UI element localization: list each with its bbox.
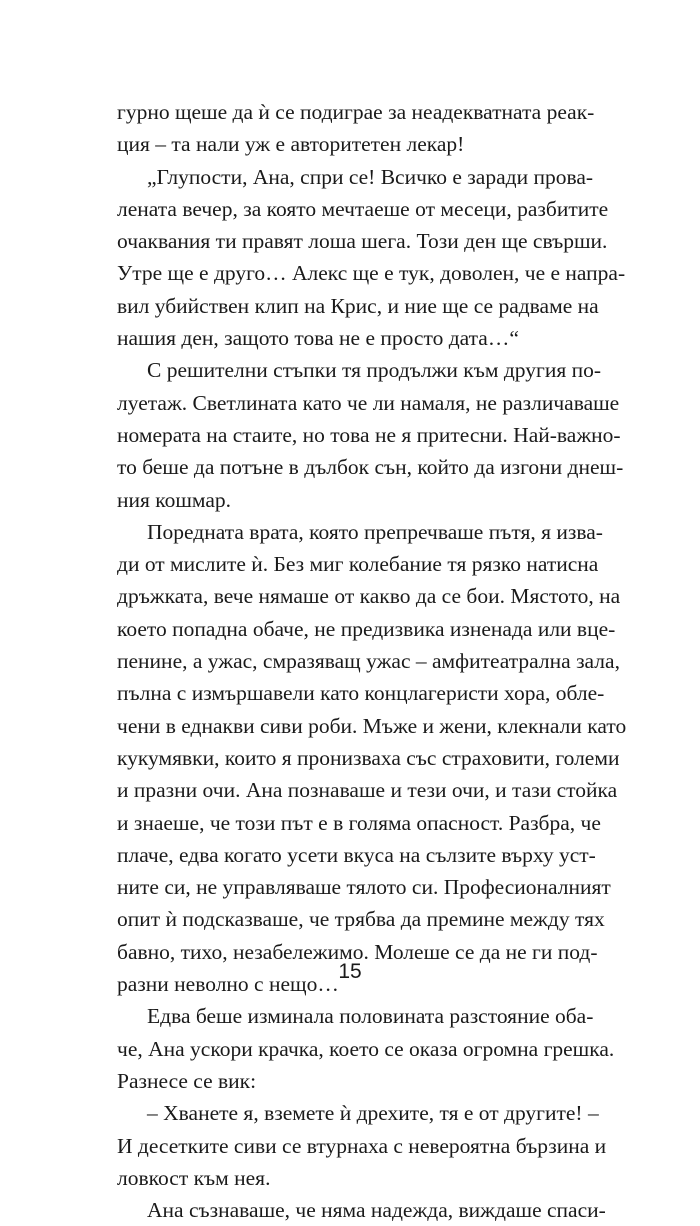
text-line: и празни очи. Ана познаваше и тези очи, и тази стойка <box>117 778 618 803</box>
text-line: Ана съзнаваше, че няма надежда, виждаше спаси- <box>147 1198 606 1223</box>
text-line: ди от мислите ѝ. Без миг колебание тя рязко натисна <box>117 552 599 577</box>
body-text <box>117 96 627 1226</box>
text-line: ловкост към нея. <box>117 1165 271 1190</box>
text-line: пенине, а ужас, смразяващ ужас – амфитеатрална зала, <box>117 649 620 674</box>
text-line: луетаж. Светлината като че ли намаля, не различаваше <box>117 390 620 415</box>
text-line: лената вечер, за която мечтаеше от месеци, разбитите <box>117 196 609 221</box>
text-line: номерата на стаите, но това не я притесни. Най-важно- <box>117 422 621 447</box>
text-line: кукумявки, които я пронизваха със страховити, големи <box>117 745 620 770</box>
text-line: и знаеше, че този път е в голяма опасност. Разбра, че <box>117 810 601 835</box>
text-line: Едва беше изминала половината разстояние оба- <box>147 1004 594 1029</box>
text-line: то беше да потъне в дълбок сън, който да изгони днеш- <box>117 455 624 480</box>
text-line: плаче, едва когато усети вкуса на сълзите върху уст- <box>117 842 596 867</box>
text-line: С решителни стъпки тя продължи към другия по- <box>147 358 601 383</box>
text-line: вил убийствен клип на Крис, и ние ще се радваме на <box>117 293 599 318</box>
text-line: разни неволно с нещо… <box>117 972 339 997</box>
text-line: което попадна обаче, не предизвика изненада или вце- <box>117 616 616 641</box>
text-line: ните си, не управляваше тялото си. Професионалният <box>117 875 611 900</box>
text-line: „Глупости, Ана, спри се! Всичко е заради прова- <box>147 164 594 189</box>
text-line: Разнесе се вик: <box>117 1068 257 1093</box>
text-line: И десетките сиви се втурнаха с невероятна бързина и <box>117 1133 607 1158</box>
text-line: Утре ще е друго… Алекс ще е тук, доволен, че е напра- <box>117 261 626 286</box>
text-line: опит ѝ подсказваше, че трябва да премине между тях <box>117 907 605 932</box>
text-line: бавно, тихо, незабележимо. Молеше се да не ги под- <box>117 939 598 964</box>
text-line: Поредната врата, която препречваше пътя, я изва- <box>147 519 603 544</box>
text-line: ция – та нали уж е авторитетен лекар! <box>117 132 465 157</box>
text-line: очаквания ти правят лоша шега. Този ден ще свърши. <box>117 229 608 254</box>
text-line: гурно щеше да ѝ се подиграе за неадекватната реак- <box>117 100 595 124</box>
text-line: ния кошмар. <box>117 487 232 512</box>
text-line: – Хванете я, вземете ѝ дрехите, тя е от другите! – <box>147 1101 599 1126</box>
text-line: че, Ана ускори крачка, което се оказа огромна грешка. <box>117 1036 615 1061</box>
text-line: нашия ден, защото това не е просто дата…“ <box>117 326 519 351</box>
text-line: дръжката, вече нямаше от какво да се бои. Мястото, на <box>117 584 621 609</box>
text-line: пълна с измършавели като концлагеристи хора, обле- <box>117 681 605 706</box>
page-number: 15 <box>338 960 362 983</box>
text-line: чени в еднакви сиви роби. Мъже и жени, клекнали като <box>117 713 627 738</box>
